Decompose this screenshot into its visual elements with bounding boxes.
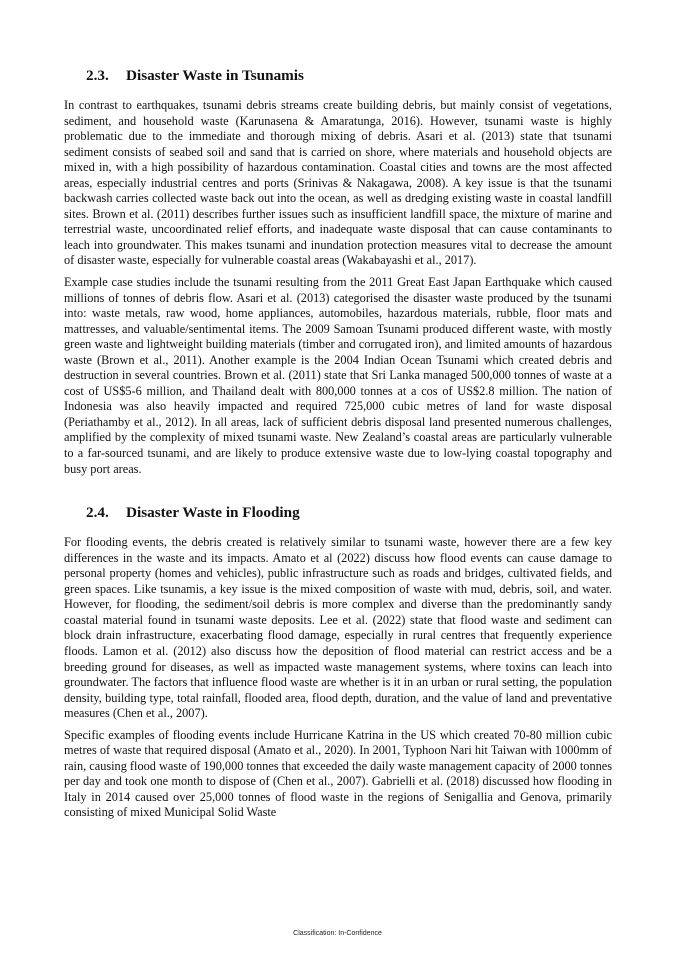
section-title: Disaster Waste in Tsunamis [126, 67, 304, 84]
section-title: Disaster Waste in Flooding [126, 504, 300, 522]
classification-footer: Classification: In-Confidence [293, 930, 382, 937]
paragraph: In contrast to earthquakes, tsunami debris streams create building debris, but mainly consist of vegetations, sediment, and household waste (Karunasena & Amaratunga, 2016). However, tsunami waste is highly problematic due to the immediate and thorough mixing of debris. Asari et al. (2013) state that tsunami sediment consists of seabed soil and sand that is carried on shore, where materials and household objects are mixed in, with a high possibility of hazardous contamination. Coastal cities and towns are the most affected areas, especially industrial centres and ports (Srinivas & Nakagawa, 2008). A key issue is that the tsunami backwash carries collected waste back out into the ocean, as well as dredging existing waste in coastal landfill sites. Brown et al. (2011) describes further issues such as insufficient landfill space, the mixture of marine and terrestrial waste, uncoordinated relief efforts, and inadequate waste disposal that can cause contaminants to leach into groundwater. This makes tsunami and inundation protection measures vital to decrease the amount of disaster waste, especially for vulnerable coastal areas (Wakabayashi et al., 2017). [64, 98, 612, 268]
paragraph: For flooding events, the debris created is relatively similar to tsunami waste, however there are a few key differences in the waste and its impacts. Amato et al (2022) discuss how flood events can cause damage to personal property (homes and vehicles), public infrastructure such as roads and bridges, cultivated fields, and green spaces. Like tsunamis, a key issue is the mixed composition of waste with mud, debris, soil, and water. However, for flooding, the sediment/soil debris is more complex and diverse than the predominantly sandy coastal material found in tsunami waste deposits. Lee et al. (2022) state that flood waste and sediment can block drain infrastructure, exacerbating flood damage, especially in rural centres that frequently experience floods. Lamon et al. (2012) also discuss how the deposition of flood material can restrict access and be a breeding ground for diseases, as well as impacted waste management systems, where toxins can leach into groundwater. The factors that influence flood waste are whether is it in an urban or rural setting, the population density, building type, total rainfall, flooded area, flood depth, duration, and the value of land and preventative measures (Chen et al., 2007). [64, 535, 612, 721]
page-content [64, 66, 612, 827]
paragraph: Example case studies include the tsunami resulting from the 2011 Great East Japan Earthquake which caused millions of tonnes of debris flow. Asari et al. (2013) categorised the disaster waste produced by the tsunami into: waste metals, raw wood, home appliances, automobiles, hazardous materials, rubble, floor mats and mattresses, and valuable/sentimental items. The 2009 Samoan Tsunami produced different waste, with mostly green waste and lightweight building materials (timber and corrugated iron), and limited amounts of hazardous waste (Brown et al., 2011). Another example is the 2004 Indian Ocean Tsunami which created debris and destruction in several countries. Brown et al. (2011) state that Sri Lanka managed 500,000 tonnes of waste at a cost of US$5-6 million, and Thailand dealt with 800,000 tonnes at a cos of US$2.8 million. The nation of Indonesia was also heavily impacted and required 725,000 cubic metres of land for waste disposal (Periathamby et al., 2012). In all areas, lack of sufficient debris disposal land presented numerous challenges, amplified by the complexity of mixed tsunami waste. New Zealand’s coastal areas are particularly vulnerable to a far-sourced tsunami, and are likely to produce extensive waste due to low-lying coastal topography and busy port areas. [64, 275, 612, 476]
section-heading-tsunamis [64, 66, 612, 86]
section-heading-flooding [64, 503, 612, 523]
paragraph: Specific examples of flooding events include Hurricane Katrina in the US which created 70-80 million cubic metres of waste that required disposal (Amato et al., 2020). In 2001, Typhoon Nari hit Taiwan with 1000mm of rain, causing flood waste of 190,000 tonnes that exceeded the daily waste management capacity of 2000 tonnes per day and took one month to dispose of (Chen et al., 2007). Gabrielli et al. (2018) discussed how flooding in Italy in 2014 caused over 25,000 tonnes of flood waste in the regions of Senigallia and Genova, primarily consisting of mixed Municipal Solid Waste [64, 727, 612, 820]
section-number: 2.3. [86, 67, 109, 84]
section-number: 2.4. [86, 504, 109, 522]
